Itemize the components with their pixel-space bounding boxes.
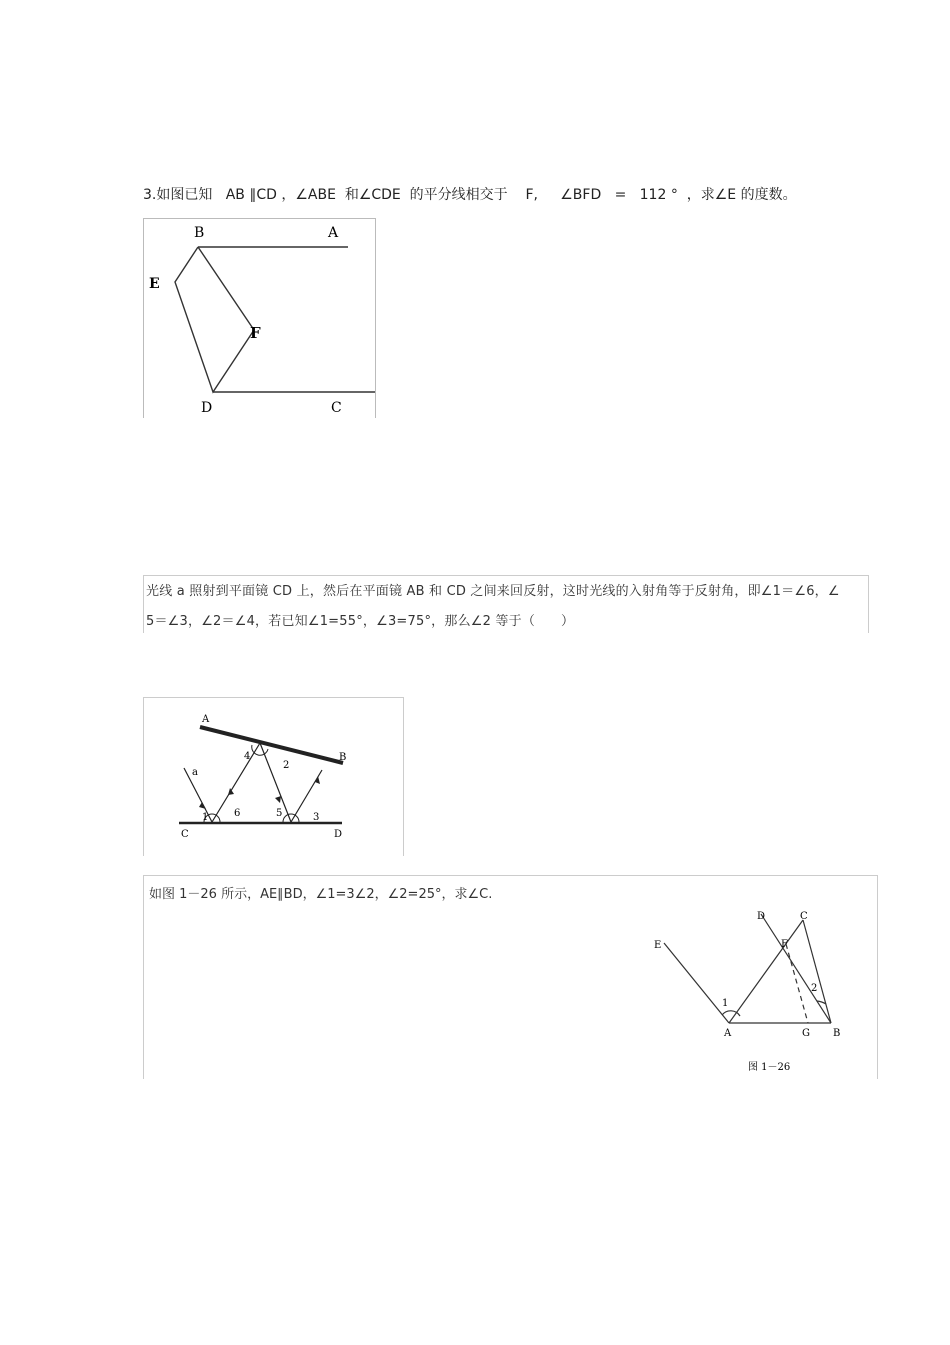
label-a-126: A <box>724 1028 732 1039</box>
label-a: A <box>328 225 339 241</box>
label-mirror-d: D <box>334 829 343 840</box>
label-e: E <box>149 276 160 292</box>
line-cb <box>803 920 831 1023</box>
label-e-126: E <box>654 940 662 951</box>
label-g-126: G <box>802 1028 810 1039</box>
mirror-ab <box>200 727 343 763</box>
label-angle-2: 2 <box>283 760 290 771</box>
label-angle-5: 5 <box>276 808 283 819</box>
problem-1-26-text: 如图 1－26 所示，AE∥BD，∠1=3∠2，∠2=25°，求∠C. <box>149 887 493 902</box>
line-ac <box>729 920 803 1023</box>
label-mirror-c: C <box>181 829 189 840</box>
label-angle-1-126: 1 <box>722 998 729 1009</box>
label-angle-4: 4 <box>244 751 251 762</box>
label-ray-a: a <box>192 767 198 778</box>
mirror-problem-box <box>143 575 869 633</box>
label-f-126: F <box>781 939 788 950</box>
label-c: C <box>331 400 342 416</box>
label-f: F <box>250 324 261 342</box>
figure-1-26-svg <box>644 906 864 1076</box>
figure-quadrilateral <box>143 218 376 418</box>
arrow-down-2 <box>275 796 281 803</box>
question-3-text: 3.如图已知 AB ∥CD ，∠ABE 和∠CDE 的平分线相交于 F, ∠BFD = 112 ° ，求∠E 的度数。 <box>143 187 797 203</box>
figure-quadrilateral-svg <box>144 219 375 418</box>
label-mirror-a: A <box>202 714 210 725</box>
label-mirror-b: B <box>339 752 347 763</box>
label-angle-1: 1 <box>202 812 209 823</box>
figure-mirrors-svg <box>144 698 403 856</box>
polygon-befd <box>175 247 254 392</box>
label-d-126: D <box>757 911 766 922</box>
label-angle-2-126: 2 <box>811 983 818 994</box>
label-b-126: B <box>833 1028 841 1039</box>
label-angle-3: 3 <box>313 812 320 823</box>
line-fg-dashed <box>786 944 808 1023</box>
label-d: D <box>201 400 213 416</box>
problem-1-26-box <box>143 875 878 1079</box>
label-b: B <box>194 225 205 241</box>
line-ea <box>664 943 729 1023</box>
mirror-problem-line-1: 光线 a 照射到平面镜 CD 上，然后在平面镜 AB 和 CD 之间来回反射，这时光线的入射角等于反射角，即∠1＝∠6，∠ <box>146 584 840 599</box>
label-c-126: C <box>800 911 808 922</box>
figure-1-26-caption: 图 1－26 <box>748 1062 791 1073</box>
figure-mirrors <box>143 697 404 856</box>
mirror-problem-line-2: 5＝∠3，∠2＝∠4，若已知∠1=55°，∠3=75°，那么∠2 等于（ ） <box>146 614 575 629</box>
arrow-up-1 <box>228 788 234 795</box>
label-angle-6: 6 <box>234 808 241 819</box>
arrow-in-a <box>199 802 206 809</box>
